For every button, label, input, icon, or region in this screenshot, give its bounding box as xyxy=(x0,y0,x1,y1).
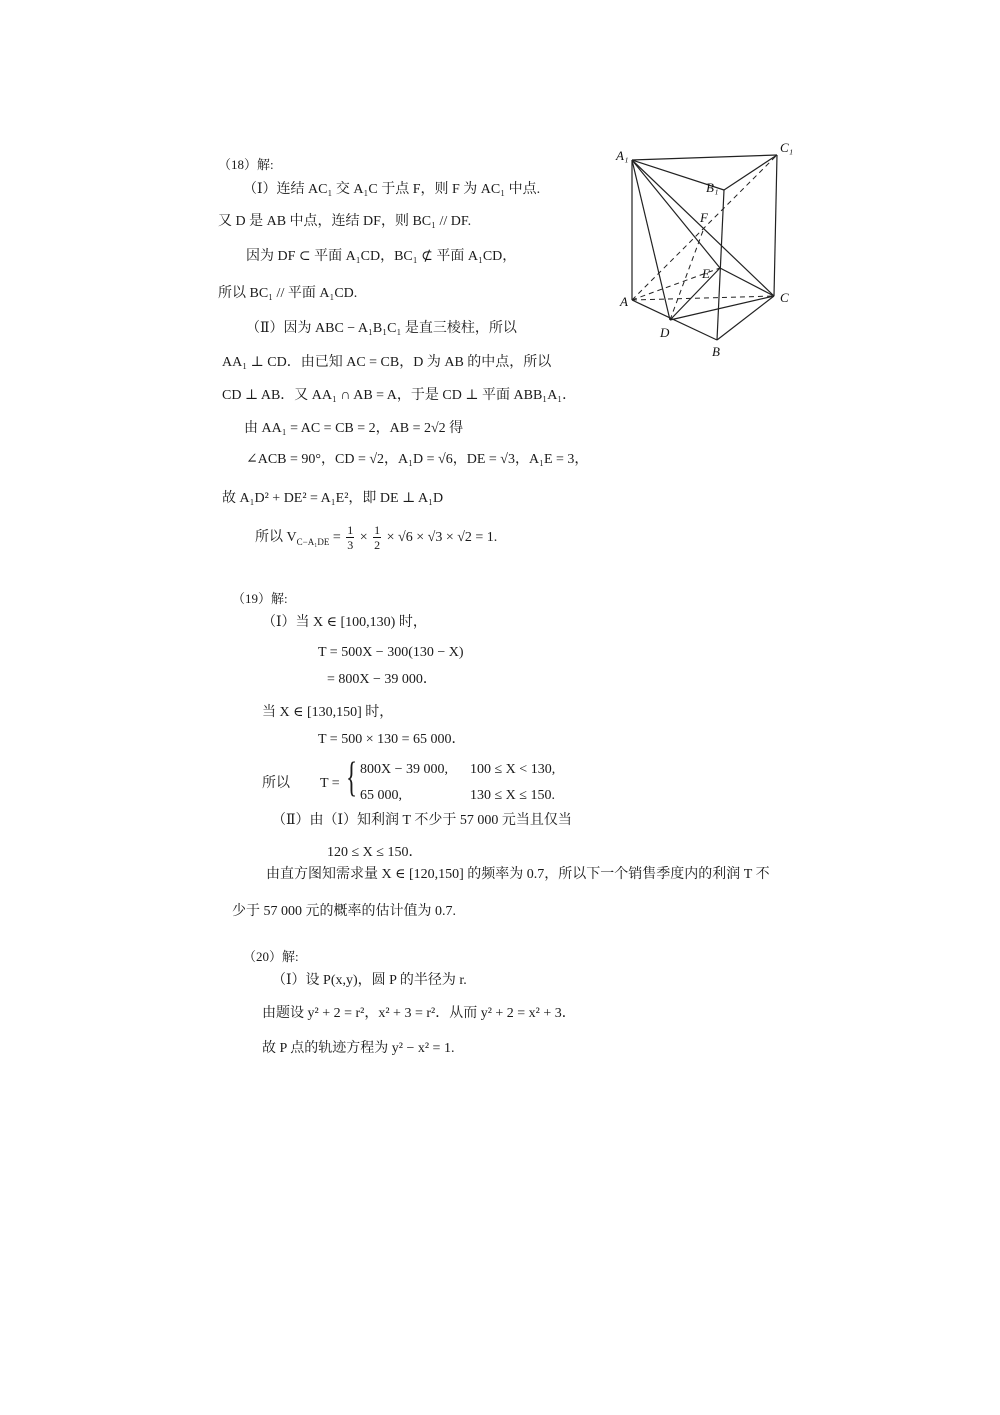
section-19-line-7: （Ⅱ）由（Ⅰ）知利润 T 不少于 57 000 元当且仅当 xyxy=(272,813,572,828)
volume-equals: = xyxy=(332,530,341,545)
section-19-header: （19）解: xyxy=(232,591,288,606)
section-18-line-1: （Ⅰ）连结 AC₁ 交 A₁C 于点 F，则 F 为 AC₁ 中点. xyxy=(243,182,541,197)
prism-diagram xyxy=(612,140,808,365)
label-c1: C₁ xyxy=(780,140,794,155)
volume-subscript: C−A₁DE xyxy=(296,536,330,547)
section-18-line-10: 故 A₁D² + DE² = A₁E²，即 DE ⊥ A₁D xyxy=(222,491,444,506)
section-20-line-1: （Ⅰ）设 P(x,y)，圆 P 的半径为 r. xyxy=(272,973,467,988)
hidden-edge-a-c xyxy=(632,296,774,300)
section-19-line-3: = 800X − 39 000． xyxy=(327,672,437,687)
section-18-line-6: AA₁ ⊥ CD．由已知 AC = CB，D 为 AB 的中点，所以 xyxy=(222,355,552,370)
section-18-volume-formula xyxy=(255,522,497,558)
section-18-line-9: ∠ACB = 90°，CD = √2，A₁D = √6，DE = √3，A₁E = 3， xyxy=(246,452,589,467)
edge-c1-c xyxy=(774,155,777,296)
case-1-expr: 800X − 39 000, xyxy=(360,762,449,777)
times-sign: × xyxy=(359,530,368,545)
case-2-expr: 65 000, xyxy=(360,788,402,803)
section-18-line-3: 因为 DF ⊂ 平面 A₁CD，BC₁ ⊄ 平面 A₁CD， xyxy=(246,249,517,264)
label-d: D xyxy=(660,325,670,340)
section-19-line-5: T = 500 × 130 = 65 000． xyxy=(318,732,466,747)
section-20-header: （20）解: xyxy=(243,949,299,964)
case-2-cond: 130 ≤ X ≤ 150. xyxy=(470,788,555,803)
line-e-c xyxy=(720,268,774,296)
section-18-line-5: （Ⅱ）因为 ABC − A₁B₁C₁ 是直三棱柱，所以 xyxy=(246,321,517,336)
section-19-line-4: 当 X ∈ [130,150] 时， xyxy=(262,705,394,720)
cases-brace: { xyxy=(346,755,358,801)
label-b: B xyxy=(712,344,720,359)
section-19-line-10: 少于 57 000 元的概率的估计值为 0.7. xyxy=(232,904,456,919)
section-20-line-2: 由题设 y² + 2 = r²，x² + 3 = r²．从而 y² + 2 = x² + 3． xyxy=(262,1006,576,1021)
hidden-line-d-f xyxy=(670,228,704,320)
line-d-e xyxy=(670,268,720,320)
section-19-line-2: T = 500X − 300(130 − X) xyxy=(318,645,464,660)
section-18-line-4: 所以 BC₁ // 平面 A₁CD. xyxy=(218,286,358,301)
case-1-cond: 100 ≤ X < 130, xyxy=(470,762,556,777)
fraction-one-third: $\frac{1}{3}$ xyxy=(347,523,354,553)
label-b1: B₁ xyxy=(706,180,719,195)
label-e: E xyxy=(702,266,710,281)
volume-rest: × √6 × √3 × √2 = 1. xyxy=(386,530,498,545)
section-18-line-2: 又 D 是 AB 中点，连结 DF，则 BC₁ // DF. xyxy=(218,214,472,229)
label-a1: A₁ xyxy=(616,148,629,163)
label-f: F xyxy=(700,210,708,225)
section-18-header: （18）解: xyxy=(218,157,274,172)
section-19-line-9: 由直方图知需求量 X ∈ [120,150] 的频率为 0.7，所以下一个销售季度内的利润 T 不 xyxy=(266,867,770,882)
volume-prefix: 所以 V xyxy=(255,530,297,545)
label-a: A xyxy=(620,294,628,309)
edge-b1-c1 xyxy=(724,155,777,190)
edge-a1-c1 xyxy=(632,155,777,160)
fraction-one-half: $\frac{1}{2}$ xyxy=(374,523,381,553)
label-c: C xyxy=(780,290,789,305)
section-18-line-8: 由 AA₁ = AC = CB = 2，AB = 2√2 得 xyxy=(244,421,464,436)
section-19-cases-T: T = xyxy=(320,776,340,791)
prism-figure xyxy=(612,140,808,365)
section-18-line-7: CD ⊥ AB．又 AA₁ ∩ AB = A，于是 CD ⊥ 平面 ABB₁A₁． xyxy=(222,388,577,403)
section-19-cases-label: 所以 xyxy=(262,776,290,791)
section-19-line-1: （Ⅰ）当 X ∈ [100,130) 时， xyxy=(262,615,427,630)
section-19-line-8: 120 ≤ X ≤ 150． xyxy=(327,845,423,860)
section-20-line-3: 故 P 点的轨迹方程为 y² − x² = 1. xyxy=(262,1041,455,1056)
edge-a-b xyxy=(632,300,717,340)
